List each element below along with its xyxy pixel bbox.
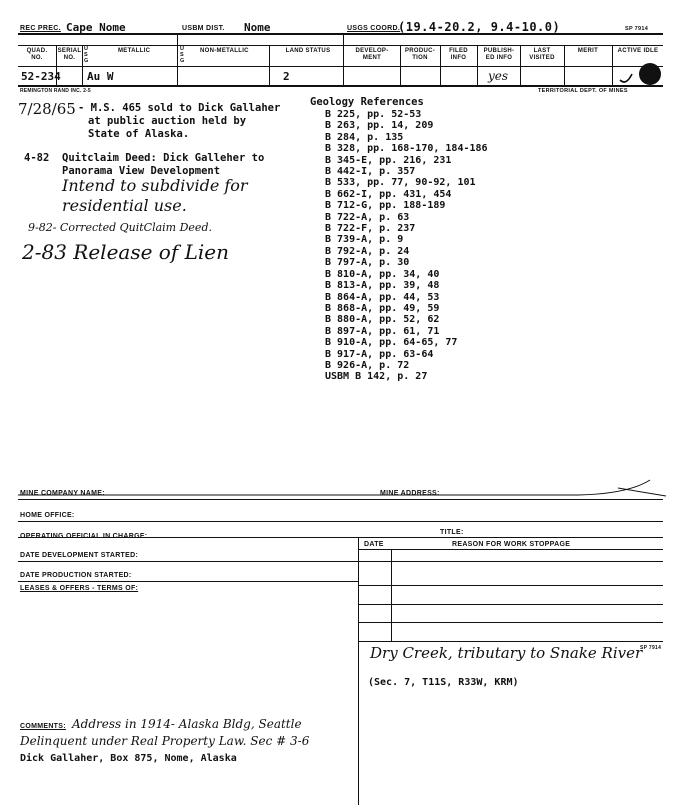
land-status-value: 2 — [283, 70, 290, 83]
usgs-coord-value: (19.4-20.2, 9.4-10.0) — [398, 20, 561, 34]
date-column-label: DATE — [364, 541, 384, 548]
comments-typed: Dick Gallaher, Box 875, Nome, Alaska — [20, 753, 237, 764]
usgs-coord-label: USGS COORD. — [347, 25, 401, 32]
date-development-label: DATE DEVELOPMENT STARTED: — [20, 552, 139, 559]
reference-item: B 897-A, pp. 61, 71 — [325, 325, 440, 337]
land-status-header: LAND STATUS — [285, 48, 331, 54]
published-info-value: yes — [488, 69, 509, 83]
entry-cont-2a: Panorama View Development — [62, 165, 221, 177]
metallic-header: METALLIC — [118, 48, 151, 54]
development-header: DEVELOP- MENT — [355, 48, 389, 61]
reference-item: B 345-E, pp. 216, 231 — [325, 154, 452, 166]
reason-column-label: REASON FOR WORK STOPPAGE — [452, 541, 571, 548]
reference-item: B 263, pp. 14, 209 — [325, 120, 434, 132]
reference-item: B 442-I, p. 357 — [325, 166, 416, 178]
reference-item: B 284, p. 135 — [325, 131, 404, 143]
comments-handwritten-1: Address in 1914- Alaska Bldg, Seattle — [72, 717, 302, 731]
quad-no-header: QUAD. NO. — [26, 48, 48, 61]
comments-handwritten-2: Delinquent under Real Property Law. Sec # 3-6 — [20, 734, 310, 748]
last-visited-header: LAST VISITED — [529, 48, 555, 61]
mine-address-label: MINE ADDRESS: — [380, 490, 440, 497]
location-typed: (Sec. 7, T11S, R33W, KRM) — [368, 677, 519, 688]
metallic-usgs-marker: U S G — [84, 46, 89, 64]
references-list — [325, 109, 488, 383]
usbm-dist-label: USBM DIST. — [182, 25, 225, 32]
reference-item: B 712-G, pp. 188-189 — [325, 200, 446, 212]
reference-item: USBM B 142, p. 27 — [325, 371, 428, 383]
reference-item: B 926-A, p. 72 — [325, 359, 410, 371]
comments-label: COMMENTS: — [20, 723, 66, 730]
entry-cont-1b: State of Alaska. — [88, 128, 190, 140]
entry-text-1: - M.S. 465 sold to Dick Gallaher — [78, 102, 281, 114]
merit-header: MERIT — [577, 48, 599, 54]
reference-item: B 910-A, pp. 64-65, 77 — [325, 337, 458, 349]
entry-date-1: 7/28/65 — [18, 100, 76, 118]
handwritten-release: 2-83 Release of Lien — [22, 240, 229, 264]
nonmetallic-usgs-marker: U S G — [180, 46, 185, 64]
active-idle-header: ACTIVE IDLE — [617, 48, 659, 54]
reference-item: B 225, pp. 52-53 — [325, 109, 422, 120]
reference-item: B 792-A, p. 24 — [325, 245, 410, 257]
reference-item: B 722-F, p. 237 — [325, 223, 416, 235]
reference-item: B 722-A, p. 63 — [325, 211, 410, 223]
rec-prec-value: Cape Nome — [66, 21, 126, 34]
printer-note: REMINGTON RAND INC. 2-5 — [20, 88, 91, 94]
reference-item: B 868-A, pp. 49, 59 — [325, 302, 440, 314]
active-status-mark-icon — [618, 60, 664, 88]
handwritten-residential: residential use. — [62, 196, 187, 215]
date-production-label: DATE PRODUCTION STARTED: — [20, 572, 132, 579]
reference-item: B 662-I, pp. 431, 454 — [325, 188, 452, 200]
serial-no-header: SERIAL NO. — [57, 48, 82, 61]
reference-item: B 864-A, pp. 44, 53 — [325, 291, 440, 303]
metallic-value: Au W — [87, 70, 114, 83]
form-top-curve — [18, 474, 668, 498]
geology-references — [310, 96, 488, 383]
handwritten-corrected: 9-82- Corrected QuitClaim Deed. — [28, 221, 212, 234]
reference-item: B 810-A, pp. 34, 40 — [325, 268, 440, 280]
entry-text-2: Quitclaim Deed: Dick Galleher to — [62, 152, 265, 164]
location-handwritten: Dry Creek, tributary to Snake River — [370, 644, 643, 662]
handwritten-intend: Intend to subdivide for — [62, 176, 248, 195]
home-office-label: HOME OFFICE: — [20, 512, 75, 519]
reference-item: B 328, pp. 168-170, 184-186 — [325, 143, 488, 155]
entry-cont-1a: at public auction held by — [88, 115, 247, 127]
leases-label: LEASES & OFFERS - TERMS OF: — [20, 585, 139, 592]
production-header: PRODUC- TION — [404, 48, 436, 61]
references-title: Geology References — [310, 96, 424, 108]
reference-item: B 813-A, pp. 39, 48 — [325, 280, 440, 292]
reference-item: B 917-A, pp. 63-64 — [325, 348, 434, 360]
reference-item: B 880-A, pp. 52, 62 — [325, 314, 440, 326]
territorial-note: TERRITORIAL DEPT. OF MINES — [538, 88, 628, 94]
usbm-dist-value: Nome — [244, 21, 271, 34]
non-metallic-header: NON-METALLIC — [200, 48, 249, 54]
reference-item: B 739-A, p. 9 — [325, 234, 404, 246]
reference-item: B 533, pp. 77, 90-92, 101 — [325, 177, 476, 189]
rec-prec-label: REC PREC. — [20, 25, 61, 32]
form-number-small: SP 7914 — [640, 645, 662, 651]
entry-date-2: 4-82 — [24, 152, 50, 164]
published-info-header: PUBLISH- ED INFO — [483, 48, 515, 61]
mine-company-label: MINE COMPANY NAME: — [20, 490, 105, 497]
form-number: SP 7914 — [625, 26, 649, 32]
filed-info-header: FILED INFO — [449, 48, 468, 61]
quad-serial-value: 52-234 — [21, 70, 61, 83]
title-label: TITLE: — [440, 529, 464, 536]
reference-item: B 797-A, p. 30 — [325, 257, 410, 269]
